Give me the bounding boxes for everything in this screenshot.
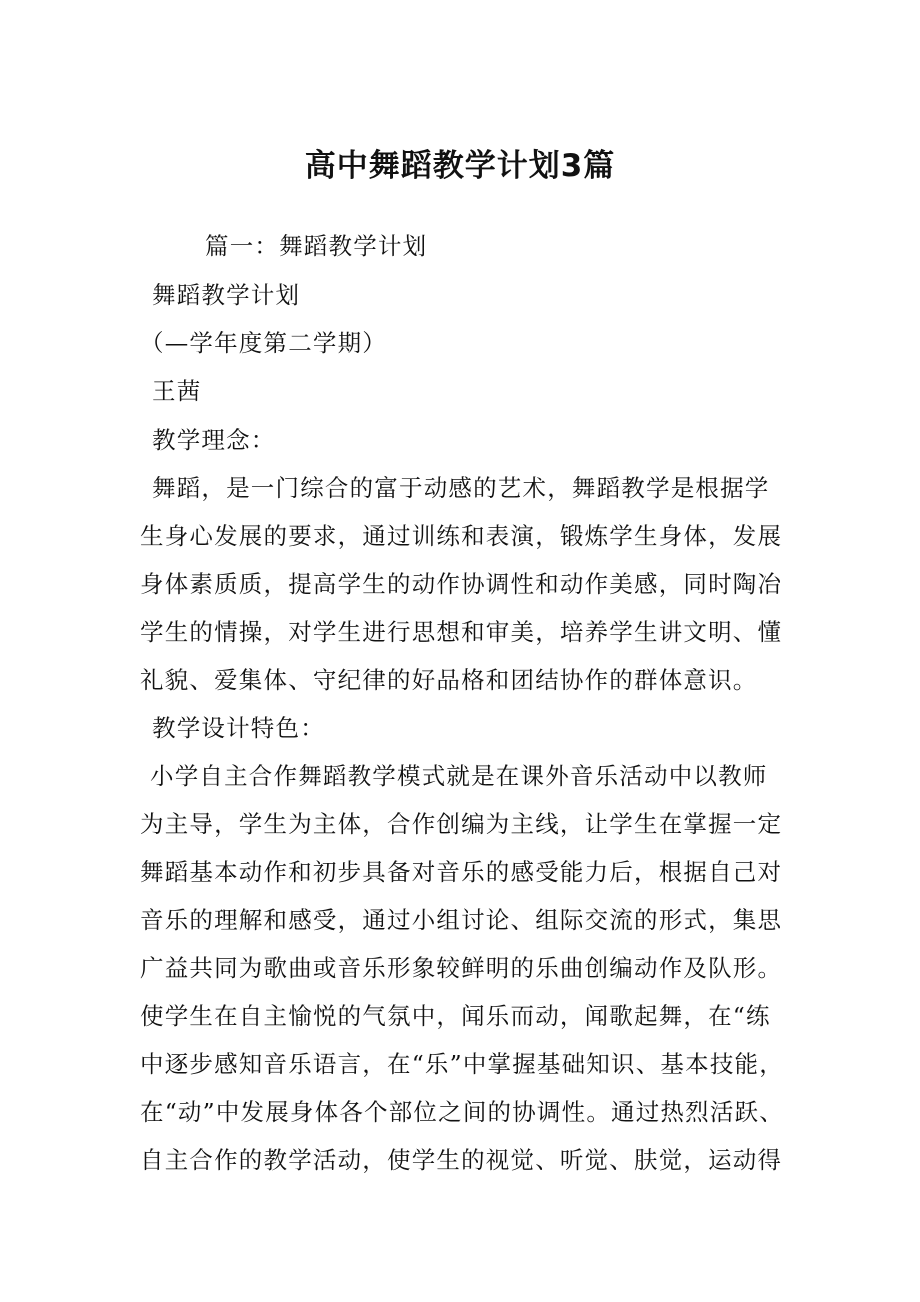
paragraph-line: 为主导，学生为主体，合作创编为主线，让学生在掌握一定 <box>140 810 783 838</box>
paragraph-line: 舞蹈，是一门综合的富于动感的艺术，舞蹈教学是根据学 <box>152 474 770 502</box>
paragraph-line: 使学生在自主愉悦的气氛中，闻乐而动，闻歌起舞，在“练 <box>140 1002 771 1030</box>
paragraph-line: 小学自主合作舞蹈教学模式就是在课外音乐活动中以教师 <box>150 762 768 790</box>
paragraph-line: 广益共同为歌曲或音乐形象较鲜明的乐曲创编动作及队形。 <box>140 954 783 982</box>
paragraph-line: 礼貌、爱集体、守纪律的好品格和团结协作的群体意识。 <box>140 666 758 694</box>
paragraph-line: 身体素质质，提高学生的动作协调性和动作美感，同时陶冶 <box>140 570 783 598</box>
plan-subtitle: 舞蹈教学计划 <box>152 281 301 309</box>
paragraph-line: 学生的情操，对学生进行思想和审美，培养学生讲文明、懂 <box>140 618 783 646</box>
philosophy-heading: 教学理念： <box>152 426 276 454</box>
paragraph-line: 舞蹈基本动作和初步具备对音乐的感受能力后，根据自己对 <box>140 858 783 886</box>
paragraph-line: 音乐的理解和感受，通过小组讨论、组际交流的形式，集思 <box>140 906 783 934</box>
paragraph-line: 生身心发展的要求，通过训练和表演，锻炼学生身体，发展 <box>140 522 783 550</box>
term-label: （—学年度第二学期） <box>140 329 387 357</box>
document-title: 高中舞蹈教学计划3篇 <box>304 148 616 184</box>
paragraph-line: 在“动”中发展身体各个部位之间的协调性。通过热烈活跃、 <box>140 1098 784 1126</box>
paragraph-line: 中逐步感知音乐语言，在“乐”中掌握基础知识、基本技能， <box>140 1050 784 1078</box>
section-heading: 篇一：舞蹈教学计划 <box>205 232 428 260</box>
design-heading: 教学设计特色： <box>152 714 325 742</box>
author-name: 王茜 <box>152 377 202 405</box>
paragraph-line: 自主合作的教学活动，使学生的视觉、听觉、肤觉，运动得 <box>140 1146 783 1174</box>
